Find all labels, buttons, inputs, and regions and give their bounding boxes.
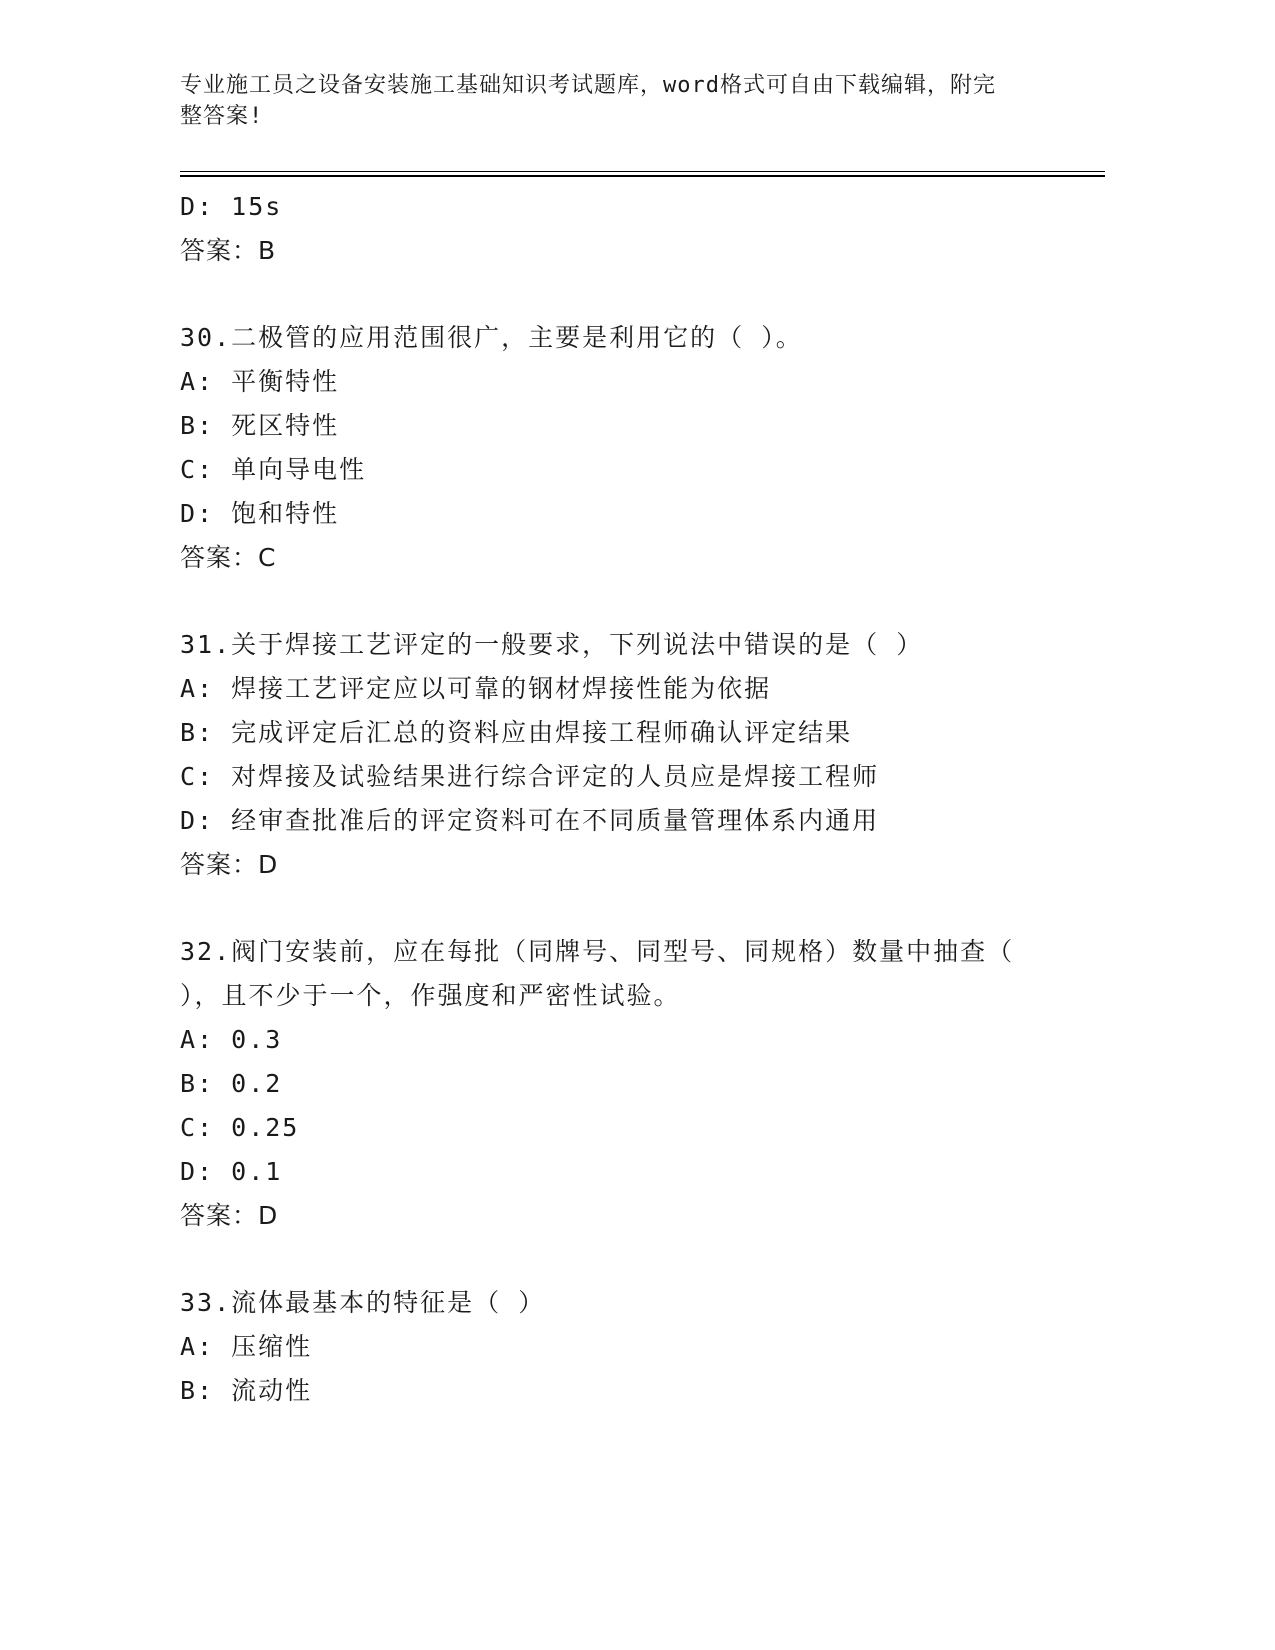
question-stem: 31.关于焊接工艺评定的一般要求，下列说法中错误的是（ ） — [180, 630, 924, 659]
header-title-line1: 专业施工员之设备安装施工基础知识考试题库，word格式可自由下载编辑，附完 — [180, 73, 996, 98]
option-b: B: 流动性 — [180, 1376, 313, 1405]
question-stem: 33.流体最基本的特征是（ ） — [180, 1288, 546, 1317]
option-c: C: 对焊接及试验结果进行综合评定的人员应是焊接工程师 — [180, 762, 880, 791]
option-d: D: 经审查批准后的评定资料可在不同质量管理体系内通用 — [180, 806, 880, 835]
question-31 — [180, 623, 1080, 887]
document-header — [180, 70, 1060, 132]
question-33 — [180, 1281, 1080, 1413]
option-d: D: 饱和特性 — [180, 499, 340, 528]
question-32 — [180, 930, 1080, 1238]
question-30 — [180, 316, 1080, 580]
question-list — [180, 185, 1080, 1413]
option-a: A: 0.3 — [180, 1025, 283, 1054]
question-stem-line1: 32.阀门安装前，应在每批（同牌号、同型号、同规格）数量中抽查（ — [180, 937, 1015, 966]
answer: 答案：C — [180, 543, 277, 572]
option-b: B: 死区特性 — [180, 411, 340, 440]
question-stem-line2: ），且不少于一个，作强度和严密性试验。 — [180, 981, 681, 1010]
option-a: A: 焊接工艺评定应以可靠的钢材焊接性能为依据 — [180, 674, 772, 703]
prev-answer: 答案：B — [180, 236, 277, 265]
option-a: A: 平衡特性 — [180, 367, 340, 396]
option-b: B: 0.2 — [180, 1069, 283, 1098]
header-rule-thick — [180, 175, 1105, 177]
option-c: C: 单向导电性 — [180, 455, 367, 484]
option-a: A: 压缩性 — [180, 1332, 313, 1361]
question-stem: 30.二极管的应用范围很广，主要是利用它的（ ）。 — [180, 323, 803, 352]
prev-option-d: D: 15s — [180, 192, 283, 221]
answer: 答案：D — [180, 850, 279, 879]
option-c: C: 0.25 — [180, 1113, 300, 1142]
option-b: B: 完成评定后汇总的资料应由焊接工程师确认评定结果 — [180, 718, 853, 747]
header-title-line2: 整答案! — [180, 104, 264, 129]
answer: 答案：D — [180, 1201, 279, 1230]
option-d: D: 0.1 — [180, 1157, 283, 1186]
header-rule-thin — [180, 171, 1105, 172]
